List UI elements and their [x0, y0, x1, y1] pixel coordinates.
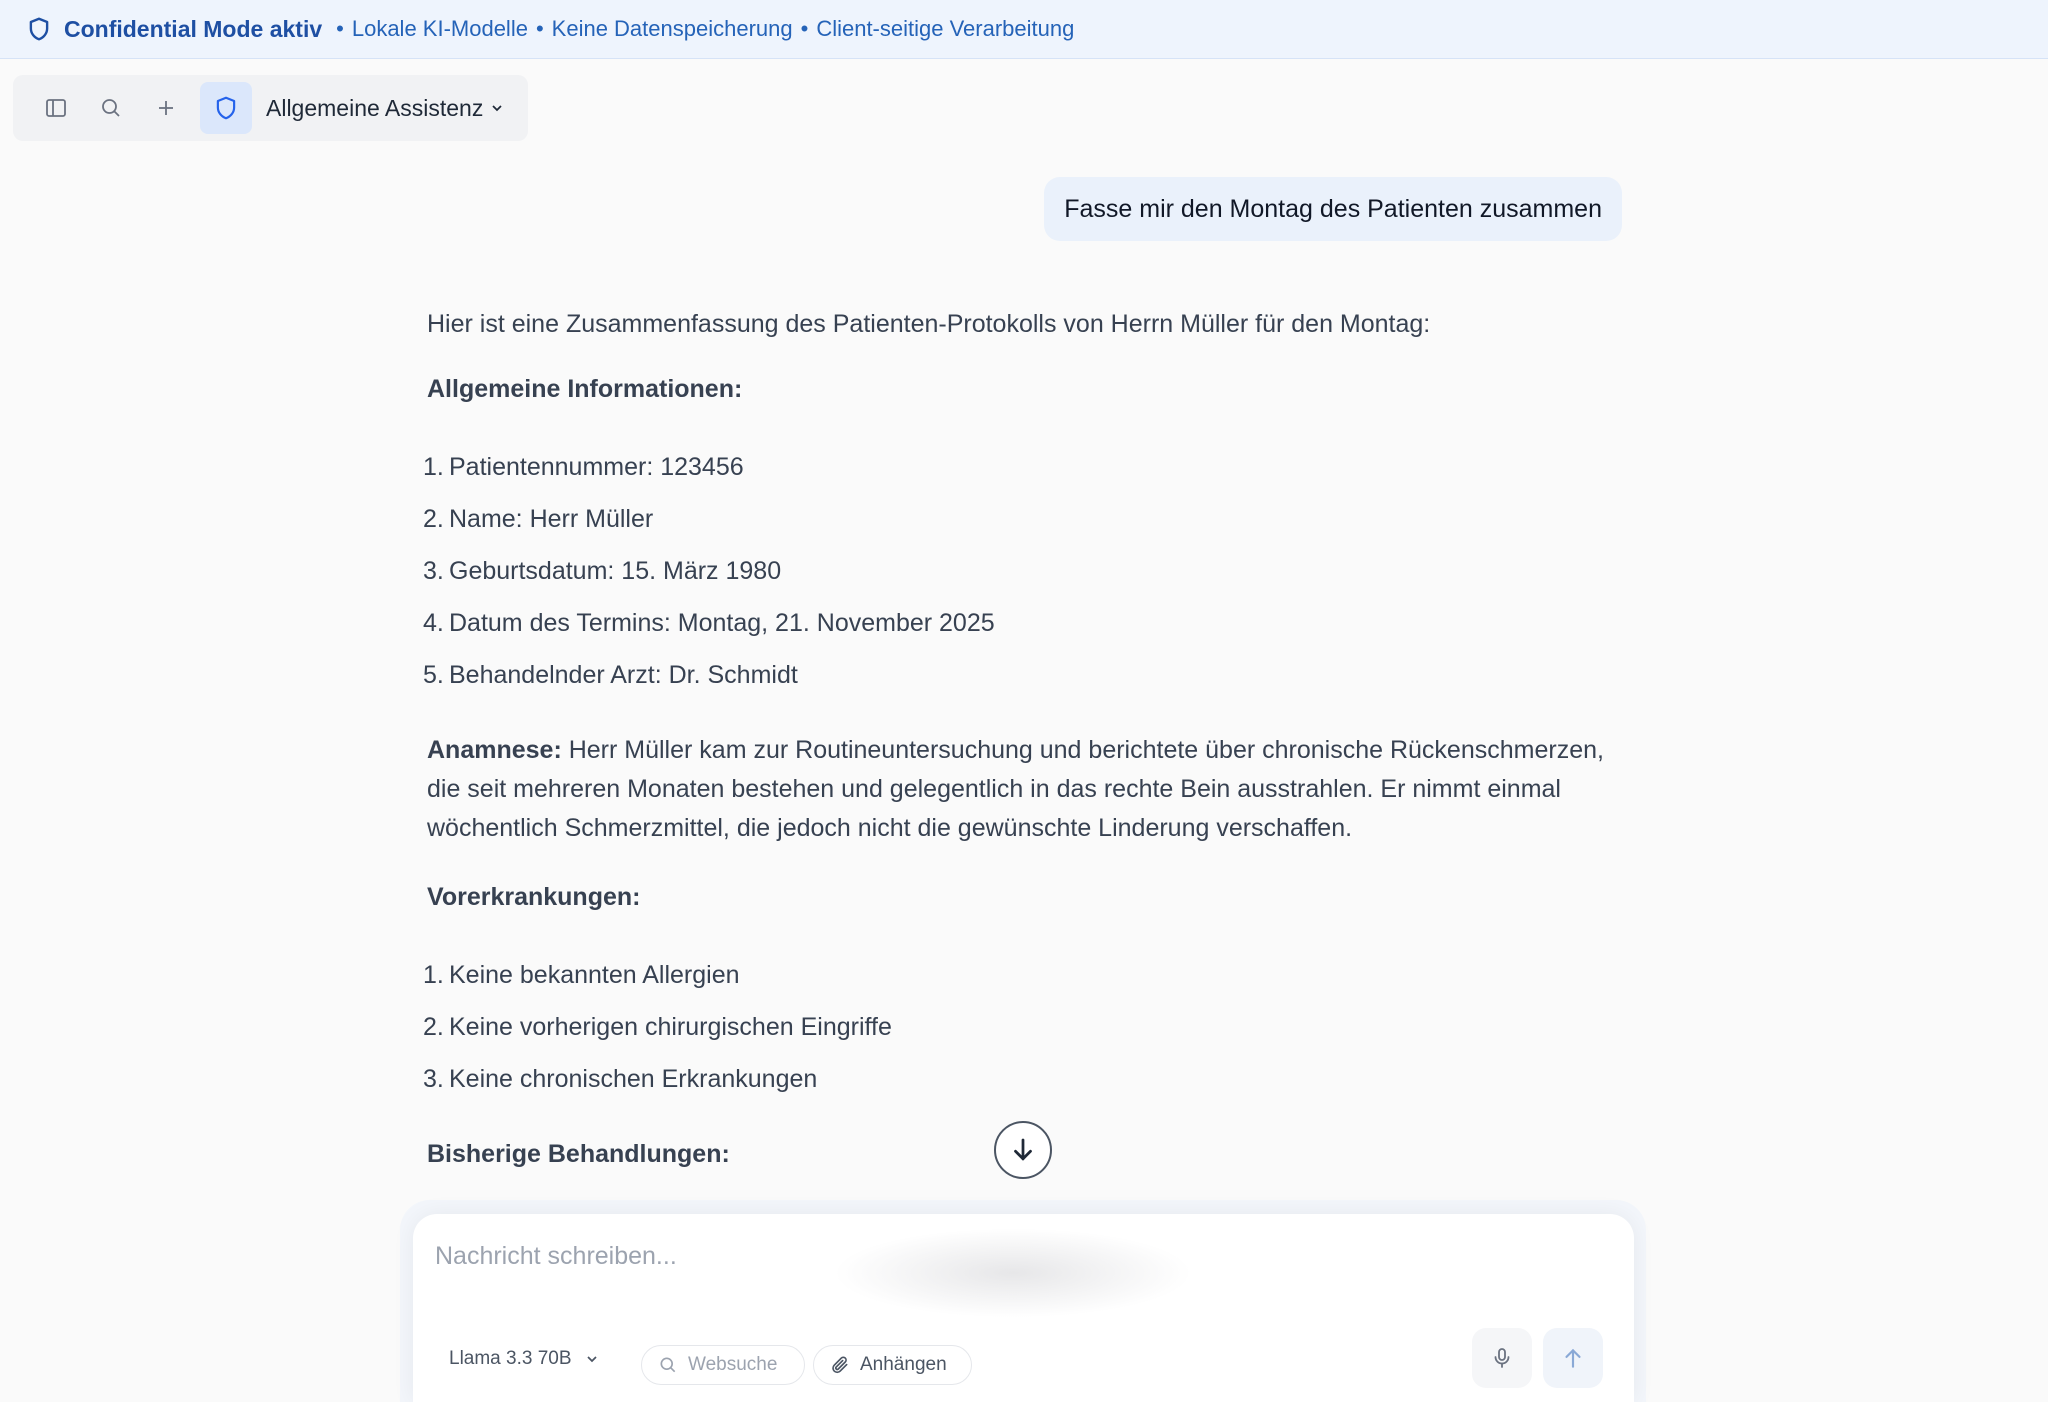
- chevron-down-icon: [584, 1351, 600, 1367]
- list-item: 3. Keine chronischen Erkrankungen: [423, 1064, 818, 1093]
- model-selector[interactable]: [449, 1348, 600, 1370]
- banner-title: Confidential Mode aktiv: [64, 15, 323, 42]
- web-search-button[interactable]: Websuche: [641, 1345, 805, 1385]
- paperclip-icon: [830, 1355, 850, 1375]
- list-item: 1. Keine bekannten Allergien: [423, 960, 740, 989]
- list-item: 3. Geburtsdatum: 15. März 1980: [423, 556, 782, 585]
- user-message-text: Fasse mir den Montag des Patienten zusammen: [1064, 194, 1602, 223]
- assistant-answer: [423, 305, 1627, 1206]
- shield-icon: [213, 95, 239, 121]
- message-input[interactable]: Nachricht schreiben...: [435, 1242, 677, 1270]
- send-button[interactable]: [1543, 1328, 1603, 1388]
- model-label: Llama 3.3 70B: [449, 1348, 572, 1369]
- treatments-heading: Bisherige Behandlungen:: [427, 1140, 730, 1168]
- assistant-label: Allgemeine Assistenz: [266, 94, 484, 121]
- preconditions-heading: Vorerkrankungen:: [427, 883, 641, 911]
- list-item: 2. Name: Herr Müller: [423, 504, 654, 533]
- list-item: 1. Patientennummer: 123456: [423, 452, 744, 481]
- anamnese-paragraph: [427, 731, 1627, 848]
- general-info-heading: Allgemeine Informationen:: [427, 375, 743, 403]
- assistant-dropdown[interactable]: [266, 95, 505, 122]
- anamnese-label: Anamnese:: [427, 736, 562, 764]
- arrow-up-icon: [1560, 1345, 1586, 1371]
- shield-icon: [26, 16, 52, 42]
- new-chat-plus-icon[interactable]: [143, 85, 189, 131]
- search-icon[interactable]: [88, 85, 134, 131]
- banner-feature-local-models: Lokale KI-Modelle: [351, 16, 528, 41]
- search-icon: [658, 1355, 678, 1375]
- confidential-shield-button[interactable]: [200, 82, 252, 134]
- anamnese-text: Herr Müller kam zur Routineuntersuchung und berichtete über chronische Rückenschmerzen, die seit mehreren Monaten bestehen und gelegentlich in das rechte Bein ausstrahlen. Er nimmt einmal wöchentlich Schmerzmittel, die jedoch nicht die gewünschte Linderung verschaffen.: [427, 736, 1604, 842]
- attach-button[interactable]: Anhängen: [813, 1345, 972, 1385]
- list-item: 4. Datum des Termins: Montag, 21. November 2025: [423, 608, 995, 637]
- user-message-bubble: [1044, 177, 1622, 241]
- microphone-icon: [1490, 1346, 1514, 1370]
- scroll-to-bottom-button[interactable]: [994, 1121, 1052, 1179]
- top-toolbar: [13, 75, 528, 141]
- list-item: 5. Behandelnder Arzt: Dr. Schmidt: [423, 660, 798, 689]
- confidential-banner: Confidential Mode aktiv • Lokale KI-Modelle • Keine Datenspeicherung • Client-seitige Verarbeitung: [0, 0, 2048, 59]
- sidebar-toggle-icon[interactable]: [33, 85, 79, 131]
- message-composer: [413, 1214, 1634, 1402]
- chevron-down-icon: [489, 100, 505, 116]
- banner-feature-client-side: Client-seitige Verarbeitung: [816, 16, 1075, 41]
- list-item: 2. Keine vorherigen chirurgischen Eingriffe: [423, 1012, 892, 1041]
- general-info-list: [423, 441, 1627, 701]
- banner-feature-no-storage: Keine Datenspeicherung: [551, 16, 793, 41]
- arrow-down-icon: [1008, 1135, 1038, 1165]
- preconditions-list: [423, 949, 1627, 1105]
- microphone-button[interactable]: [1472, 1328, 1532, 1388]
- answer-intro: Hier ist eine Zusammenfassung des Patienten-Protokolls von Herrn Müller für den Montag:: [427, 310, 1431, 338]
